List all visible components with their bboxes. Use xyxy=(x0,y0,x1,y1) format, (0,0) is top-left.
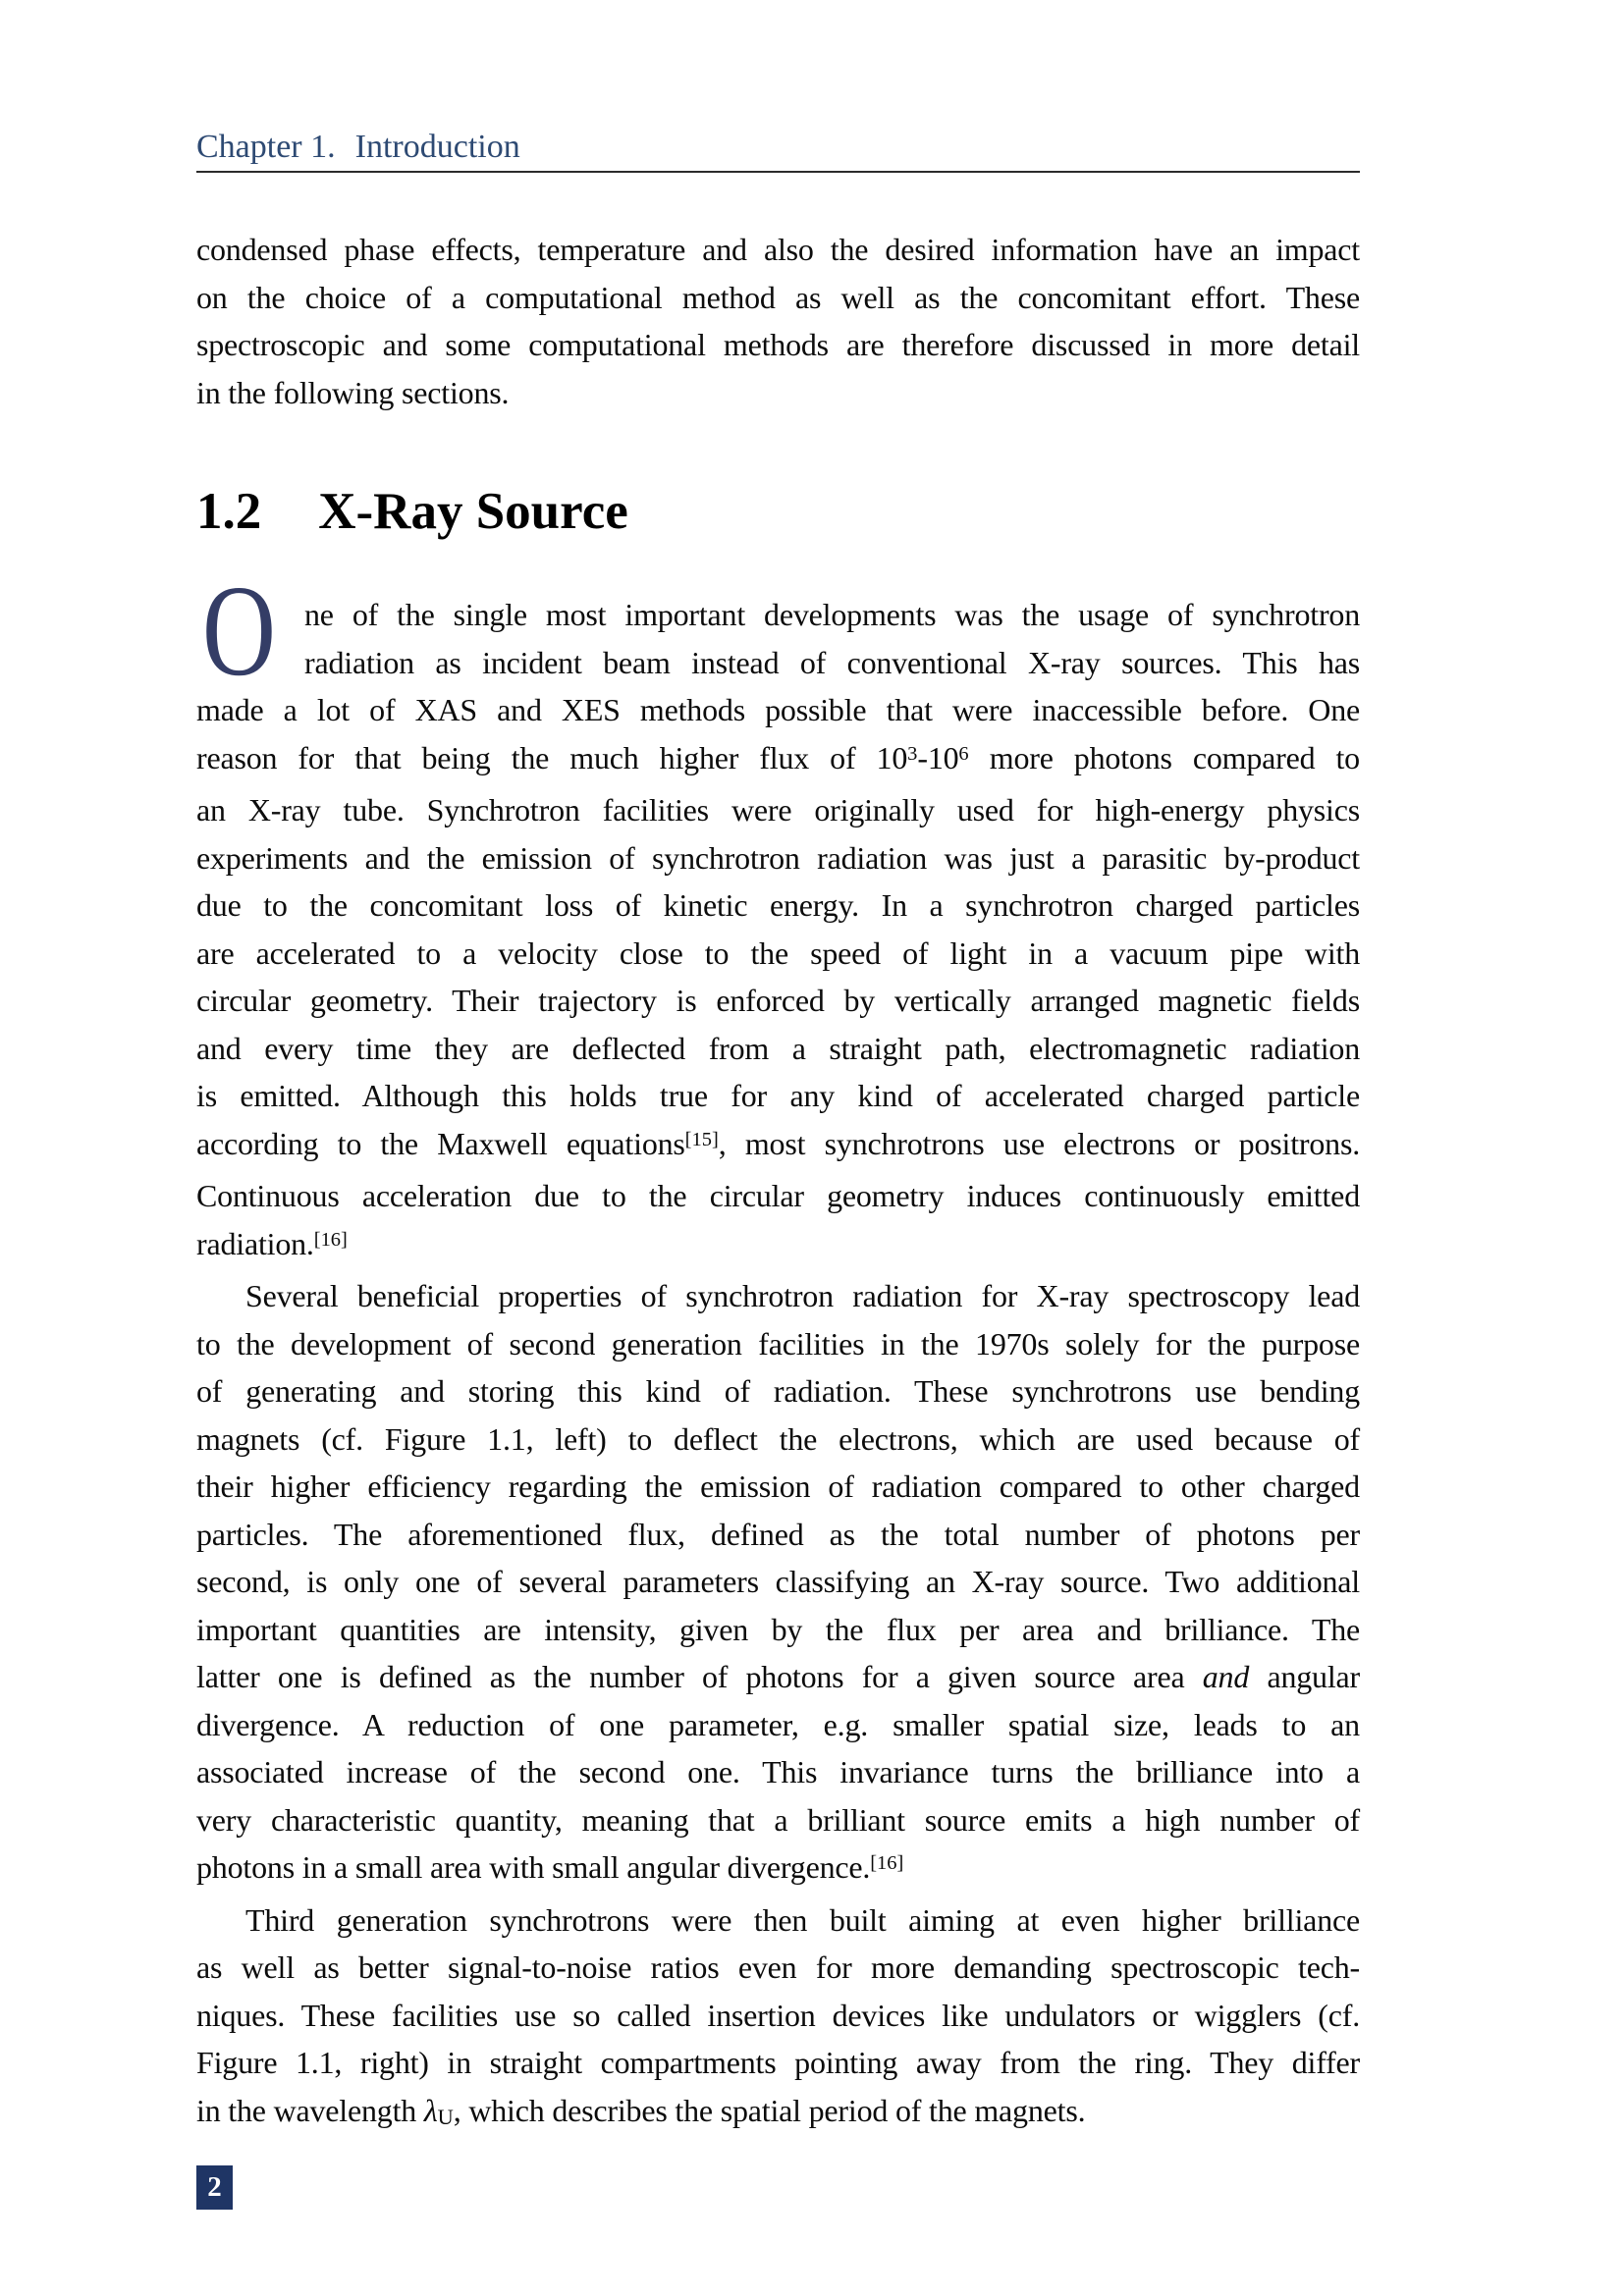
text-run: very characteristic quantity, meaning that a brilliant source emits a high number of xyxy=(196,1801,1360,1838)
text-run: angular xyxy=(1249,1659,1360,1694)
italic-text: λ xyxy=(423,2092,438,2128)
text-run: to the development of second generation facilities in the 1970s solely for the purpose xyxy=(196,1325,1360,1362)
citation-superscript: 3 xyxy=(907,742,918,765)
body-line xyxy=(196,1025,1360,1073)
chapter-header-number: Chapter 1. xyxy=(196,129,336,165)
paragraph xyxy=(196,1272,1360,1896)
body-line xyxy=(196,1511,1360,1559)
text-run: Continuous acceleration due to the circular geometry induces continuously emitted xyxy=(196,1178,1360,1213)
body-line xyxy=(196,1367,1360,1415)
body-line xyxy=(196,881,1360,930)
text-run: Third generation synchrotrons were then built aiming at even higher brilliance xyxy=(245,1901,1360,1938)
body-line xyxy=(196,1796,1360,1844)
text-run: -10 xyxy=(917,739,959,775)
body-line xyxy=(196,1320,1360,1368)
body-line xyxy=(196,274,1360,322)
paragraph xyxy=(196,558,1360,1272)
text-run: is emitted. Although this holds true for any kind of accelerated charged particle xyxy=(196,1078,1360,1113)
body-line xyxy=(196,786,1360,834)
text-run: condensed phase effects, temperature and also the desired information have an impact xyxy=(196,232,1360,267)
body-line xyxy=(196,1220,1360,1273)
body-line xyxy=(196,1944,1360,1992)
body-line xyxy=(196,226,1360,274)
text-run: Figure 1.1, right) in straight compartments pointing away from the ring. They differ xyxy=(196,2045,1360,2080)
text-run: on the choice of a computational method as well as the concomitant effort. These xyxy=(196,279,1360,315)
text-run: spectroscopic and some computational methods are therefore discussed in more detail xyxy=(196,327,1360,362)
text-run: as well as better signal-to-noise ratios even for more demanding spectroscopic tech- xyxy=(196,1949,1360,1985)
body-line xyxy=(196,977,1360,1025)
body-line xyxy=(196,321,1360,369)
text-run: radiation. xyxy=(196,1225,314,1261)
body-line xyxy=(196,639,1360,687)
body-line xyxy=(196,1072,1360,1120)
body-line xyxy=(196,1843,1360,1896)
text-run: second, is only one of several parameters classifying an X-ray source. Two additional xyxy=(196,1564,1360,1599)
text-run: associated increase of the second one. This invariance turns the brilliance into a xyxy=(196,1754,1360,1789)
page-number-box xyxy=(196,2165,233,2210)
body-line xyxy=(196,834,1360,882)
body-line xyxy=(196,1415,1360,1464)
body-line xyxy=(196,1896,1360,1945)
body-line xyxy=(196,1606,1360,1654)
text-run: in the following sections. xyxy=(196,374,510,410)
section-heading xyxy=(196,481,1360,542)
text-run: Several beneficial properties of synchrotron radiation for X-ray spectroscopy lead xyxy=(245,1278,1360,1313)
section-number: 1.2 xyxy=(196,483,262,540)
text-run: experiments and the emission of synchrotron radiation was just a parasitic by-product xyxy=(196,839,1360,876)
body-line xyxy=(196,1558,1360,1606)
text-run: important quantities are intensity, given by the flux per area and brilliance. The xyxy=(196,1611,1360,1647)
chapter-header-title: Introduction xyxy=(354,129,520,165)
text-run: radiation as incident beam instead of conventional X-ray sources. This has xyxy=(304,644,1360,680)
text-run: divergence. A reduction of one parameter, e.g. smaller spatial size, leads to an xyxy=(196,1706,1360,1742)
body-line xyxy=(196,1463,1360,1511)
text-run: particles. The aforementioned flux, defined as the total number of photons per xyxy=(196,1516,1360,1552)
chapter-running-header xyxy=(196,128,1360,173)
text-run: an X-ray tube. Synchrotron facilities were originally used for high-energy physics xyxy=(196,792,1360,828)
text-run: circular geometry. Their trajectory is enforced by vertically arranged magnetic fields xyxy=(196,983,1360,1018)
text-run: are accelerated to a velocity close to the speed of light in a vacuum pipe with xyxy=(196,934,1360,971)
italic-text: and xyxy=(1202,1659,1250,1694)
citation-superscript: [16] xyxy=(313,1228,348,1251)
text-run: , most synchrotrons use electrons or positrons. xyxy=(718,1125,1360,1161)
body-line xyxy=(196,930,1360,978)
text-run: according to the Maxwell equations xyxy=(196,1125,685,1161)
page-number: 2 xyxy=(207,2171,222,2203)
body-line xyxy=(196,1748,1360,1796)
text-run: their higher efficiency regarding the emission of radiation compared to other charged xyxy=(196,1468,1360,1504)
body-line xyxy=(196,1992,1360,2040)
citation-superscript: [16] xyxy=(870,1852,904,1875)
page-body xyxy=(196,226,1360,2138)
body-line xyxy=(196,734,1360,787)
body-line xyxy=(196,2087,1360,2139)
drop-cap-letter: O xyxy=(202,558,276,703)
body-line xyxy=(196,1653,1360,1701)
body-line xyxy=(196,1272,1360,1320)
text-run: reason for that being the much higher flux of 10 xyxy=(196,739,908,775)
text-run: , which describes the spatial period of the magnets. xyxy=(453,2092,1086,2128)
text-run: ne of the single most important developments was the usage of synchrotron xyxy=(304,597,1360,632)
paragraph xyxy=(196,226,1360,416)
subscript-text: U xyxy=(437,2105,454,2130)
section-title: X-Ray Source xyxy=(318,483,628,540)
text-run: made a lot of XAS and XES methods possible that were inaccessible before. One xyxy=(196,692,1360,727)
body-line xyxy=(196,1172,1360,1220)
text-run: niques. These facilities use so called insertion devices like undulators or wigglers (cf. xyxy=(196,1997,1360,2033)
body-line xyxy=(196,591,1360,639)
text-run: photons in a small area with small angular divergence. xyxy=(196,1849,871,1885)
text-run: more photons compared to xyxy=(968,739,1360,775)
body-line xyxy=(196,1120,1360,1173)
body-line xyxy=(196,369,1360,417)
citation-superscript: 6 xyxy=(958,742,969,765)
text-column xyxy=(196,128,1360,2210)
body-line xyxy=(196,2039,1360,2087)
text-run: magnets (cf. Figure 1.1, left) to deflect the electrons, which are used because of xyxy=(196,1420,1360,1457)
text-run: latter one is defined as the number of photons for a given source area xyxy=(196,1659,1203,1694)
citation-superscript: [15] xyxy=(684,1128,719,1150)
paragraph xyxy=(196,1896,1360,2139)
text-run: and every time they are deflected from a straight path, electromagnetic radiation xyxy=(196,1030,1360,1066)
body-line xyxy=(196,686,1360,734)
text-run: in the wavelength xyxy=(196,2092,424,2128)
body-line xyxy=(196,1701,1360,1749)
text-run: due to the concomitant loss of kinetic energy. In a synchrotron charged particles xyxy=(196,887,1360,923)
text-run: of generating and storing this kind of radiation. These synchrotrons use bending xyxy=(196,1373,1360,1409)
